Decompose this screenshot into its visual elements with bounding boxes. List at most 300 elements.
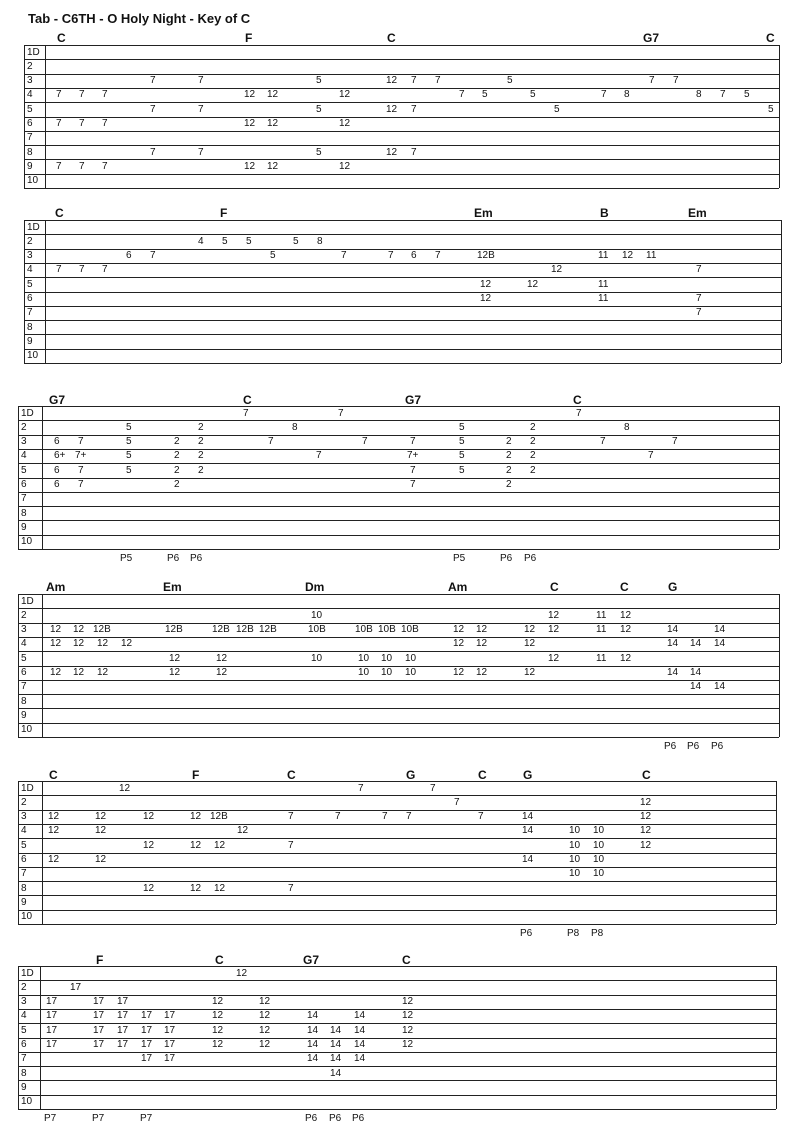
tab-string-line <box>18 1066 776 1067</box>
tab-string-line <box>18 492 779 493</box>
fret-number: 7 <box>696 264 702 276</box>
string-label: 7 <box>21 493 27 505</box>
fret-number: 7 <box>338 407 344 419</box>
fret-number: 7 <box>388 250 394 262</box>
string-label: 4 <box>21 1010 27 1022</box>
tab-string-line <box>18 723 779 724</box>
fret-number: 14 <box>354 1053 366 1065</box>
string-label: 6 <box>21 1039 27 1050</box>
fret-number: 12 <box>143 811 155 823</box>
string-label: 5 <box>21 464 27 476</box>
fret-number: 17 <box>164 1039 176 1050</box>
fret-number: 8 <box>624 89 630 101</box>
fret-number: 5 <box>744 89 750 101</box>
tab-string-line <box>18 924 776 925</box>
fret-number: 12 <box>48 825 60 837</box>
fret-number: 11 <box>596 624 607 636</box>
tab-border <box>42 781 43 924</box>
tab-string-line <box>18 623 779 624</box>
tab-border <box>45 45 46 188</box>
fret-number: 17 <box>141 1053 153 1065</box>
fret-number: 17 <box>164 1010 176 1022</box>
fret-number: 7 <box>198 75 204 87</box>
fret-number: 12B <box>212 624 230 636</box>
tab-border <box>781 220 782 363</box>
fret-number: 7 <box>288 811 294 823</box>
fret-number: 5 <box>222 235 228 247</box>
fret-number: 2 <box>506 450 512 462</box>
fret-number: 6 <box>411 250 417 262</box>
fret-number: 5 <box>554 103 560 115</box>
fret-number: 12 <box>640 796 652 808</box>
position-marker: P7 <box>140 1113 153 1124</box>
fret-number: 5 <box>507 75 513 87</box>
tab-string-line <box>24 277 781 278</box>
fret-number: 14 <box>354 1039 366 1050</box>
fret-number: 14 <box>667 638 679 650</box>
fret-number: 5 <box>246 235 252 247</box>
fret-number: 12 <box>143 882 155 894</box>
fret-number: 5 <box>270 250 276 262</box>
tab-string-line <box>18 966 776 967</box>
position-marker: P6 <box>329 1113 342 1124</box>
fret-number: 11 <box>598 293 609 304</box>
tab-string-line <box>24 349 781 350</box>
fret-number: 14 <box>667 624 679 636</box>
chord-name: C <box>550 580 559 594</box>
fret-number: 10B <box>308 624 326 636</box>
fret-number: 5 <box>316 103 322 115</box>
fret-number: 8 <box>292 421 298 433</box>
fret-number: 12 <box>216 667 228 678</box>
fret-number: 12 <box>524 638 536 650</box>
fret-number: 10 <box>593 839 605 851</box>
fret-number: 7 <box>150 250 156 262</box>
string-label: 9 <box>21 709 27 721</box>
fret-number: 6 <box>126 250 132 262</box>
position-marker: P6 <box>305 1113 318 1124</box>
tab-string-line <box>18 506 779 507</box>
position-marker: P6 <box>524 553 537 564</box>
tab-border <box>24 45 25 188</box>
fret-number: 5 <box>459 436 465 448</box>
string-label: 8 <box>21 695 27 707</box>
fret-number: 8 <box>624 421 630 433</box>
fret-number: 12 <box>119 782 131 794</box>
chord-name: G7 <box>49 393 66 407</box>
tab-string-line <box>18 737 779 738</box>
fret-number: 7 <box>243 407 249 419</box>
tab-string-line <box>18 895 776 896</box>
fret-number: 10 <box>569 854 581 865</box>
fret-number: 11 <box>596 652 607 664</box>
chord-name: Am <box>46 580 66 594</box>
chord-name: G <box>406 768 416 782</box>
fret-number: 14 <box>354 1010 366 1022</box>
fret-number: 8 <box>696 89 702 101</box>
chord-name: C <box>57 31 66 45</box>
string-label: 6 <box>27 293 33 304</box>
fret-number: 10 <box>593 854 605 865</box>
fret-number: 5 <box>768 103 774 115</box>
tab-string-line <box>18 853 776 854</box>
fret-number: 10 <box>358 667 370 678</box>
fret-number: 10 <box>381 667 393 678</box>
fret-number: 12 <box>244 118 256 129</box>
tab-string-line <box>18 651 779 652</box>
chord-name: F <box>192 768 200 782</box>
tab-string-line <box>24 117 779 118</box>
string-label: 2 <box>21 796 27 808</box>
tab-string-line <box>18 1080 776 1081</box>
string-label: 2 <box>21 609 27 621</box>
fret-number: 12 <box>143 839 155 851</box>
fret-number: 11 <box>596 609 607 621</box>
tab-string-line <box>18 1023 776 1024</box>
fret-number: 10 <box>569 825 581 837</box>
fret-number: 8 <box>317 235 323 247</box>
position-marker: P6 <box>711 741 724 752</box>
tab-string-line <box>18 1052 776 1053</box>
string-label: 10 <box>21 911 33 923</box>
string-label: 3 <box>21 996 27 1008</box>
fret-number: 5 <box>293 235 299 247</box>
fret-number: 12 <box>548 609 560 621</box>
chord-name: C <box>642 768 651 782</box>
fret-number: 7 <box>459 89 465 101</box>
tab-string-line <box>18 867 776 868</box>
position-marker: P5 <box>453 553 466 564</box>
fret-number: 12 <box>121 638 133 650</box>
fret-number: 12B <box>210 811 228 823</box>
chord-name: G7 <box>643 31 660 45</box>
fret-number: 12 <box>50 638 62 650</box>
fret-number: 12B <box>93 624 111 636</box>
string-label: 5 <box>21 839 27 851</box>
string-label: 8 <box>21 1067 27 1079</box>
fret-number: 7 <box>288 839 294 851</box>
fret-number: 17 <box>93 996 105 1008</box>
fret-number: 14 <box>330 1067 342 1079</box>
fret-number: 14 <box>690 681 702 693</box>
position-marker: P6 <box>190 553 203 564</box>
position-marker: P6 <box>520 928 533 939</box>
string-label: 8 <box>21 882 27 894</box>
fret-number: 7 <box>410 479 416 490</box>
fret-number: 12 <box>50 624 62 636</box>
fret-number: 10 <box>405 652 417 664</box>
fret-number: 10 <box>569 839 581 851</box>
fret-number: 12 <box>339 160 351 172</box>
tab-border <box>24 220 25 363</box>
string-label: 10 <box>27 175 39 187</box>
fret-number: 12 <box>73 667 85 678</box>
fret-number: 12 <box>97 667 109 678</box>
tab-border <box>18 966 19 1109</box>
fret-number: 5 <box>316 75 322 87</box>
fret-number: 7 <box>56 89 62 101</box>
string-label: 8 <box>27 321 33 333</box>
fret-number: 7 <box>411 75 417 87</box>
fret-number: 2 <box>198 450 204 462</box>
fret-number: 12 <box>236 967 248 979</box>
fret-number: 12 <box>95 811 107 823</box>
fret-number: 14 <box>307 1010 319 1022</box>
fret-number: 14 <box>714 624 726 636</box>
tab-string-line <box>18 810 776 811</box>
fret-number: 10B <box>401 624 419 636</box>
fret-number: 14 <box>330 1039 342 1050</box>
fret-number: 12 <box>386 75 398 87</box>
fret-number: 14 <box>714 638 726 650</box>
string-label: 1D <box>21 782 34 794</box>
fret-number: 12 <box>259 1039 271 1050</box>
fret-number: 5 <box>126 421 132 433</box>
fret-number: 7 <box>79 118 85 129</box>
fret-number: 7 <box>56 264 62 276</box>
chord-name: C <box>387 31 396 45</box>
fret-number: 17 <box>46 1010 58 1022</box>
tab-border <box>18 594 19 737</box>
string-label: 4 <box>21 825 27 837</box>
fret-number: 14 <box>690 638 702 650</box>
string-label: 2 <box>27 235 33 247</box>
tab-string-line <box>24 306 781 307</box>
string-label: 7 <box>21 681 27 693</box>
fret-number: 7 <box>720 89 726 101</box>
string-label: 5 <box>21 1024 27 1036</box>
tab-string-line <box>24 292 781 293</box>
fret-number: 12 <box>453 624 465 636</box>
fret-number: 12 <box>339 89 351 101</box>
fret-number: 12 <box>50 667 62 678</box>
fret-number: 12 <box>216 652 228 664</box>
chord-name: B <box>600 206 609 220</box>
string-label: 5 <box>27 103 33 115</box>
fret-number: 12 <box>259 1024 271 1036</box>
fret-number: 10 <box>311 652 323 664</box>
fret-number: 7 <box>102 89 108 101</box>
fret-number: 5 <box>530 89 536 101</box>
tab-string-line <box>24 334 781 335</box>
tab-string-line <box>18 694 779 695</box>
tab-string-line <box>24 188 779 189</box>
fret-number: 12 <box>212 1024 224 1036</box>
fret-number: 7 <box>358 782 364 794</box>
fret-number: 12 <box>73 624 85 636</box>
tab-string-line <box>18 838 776 839</box>
fret-number: 12 <box>548 624 560 636</box>
tab-string-line <box>18 535 779 536</box>
fret-number: 5 <box>126 464 132 476</box>
string-label: 3 <box>27 250 33 262</box>
tab-string-line <box>18 420 779 421</box>
position-marker: P6 <box>664 741 677 752</box>
fret-number: 12 <box>214 839 226 851</box>
fret-number: 2 <box>174 464 180 476</box>
fret-number: 7 <box>79 264 85 276</box>
fret-number: 2 <box>174 479 180 490</box>
fret-number: 14 <box>330 1053 342 1065</box>
fret-number: 14 <box>307 1053 319 1065</box>
chord-name: G7 <box>303 953 320 967</box>
fret-number: 12 <box>244 89 256 101</box>
tab-border <box>45 220 46 363</box>
fret-number: 6 <box>54 436 60 448</box>
fret-number: 12 <box>620 652 632 664</box>
fret-number: 12 <box>169 652 181 664</box>
fret-number: 17 <box>70 981 82 993</box>
fret-number: 7 <box>601 89 607 101</box>
fret-number: 12 <box>73 638 85 650</box>
fret-number: 7 <box>288 882 294 894</box>
chord-name: C <box>766 31 775 45</box>
fret-number: 10 <box>405 667 417 678</box>
position-marker: P6 <box>167 553 180 564</box>
fret-number: 12 <box>214 882 226 894</box>
tab-border <box>42 406 43 549</box>
fret-number: 7 <box>430 782 436 794</box>
fret-number: 7 <box>406 811 412 823</box>
fret-number: 7 <box>576 407 582 419</box>
string-label: 3 <box>21 436 27 448</box>
fret-number: 12 <box>267 118 279 129</box>
fret-number: 12 <box>640 825 652 837</box>
fret-number: 7 <box>362 436 368 448</box>
fret-number: 17 <box>117 1039 129 1050</box>
fret-number: 12 <box>48 854 60 865</box>
chord-name: C <box>478 768 487 782</box>
fret-number: 12 <box>267 160 279 172</box>
fret-number: 17 <box>46 1039 58 1050</box>
fret-number: 12 <box>453 667 465 678</box>
chord-name: G <box>523 768 533 782</box>
fret-number: 12 <box>620 624 632 636</box>
fret-number: 14 <box>667 667 679 678</box>
string-label: 4 <box>27 264 33 276</box>
fret-number: 5 <box>459 450 465 462</box>
fret-number: 7 <box>268 436 274 448</box>
string-label: 10 <box>21 1096 33 1108</box>
fret-number: 10 <box>311 609 323 621</box>
fret-number: 7 <box>435 250 441 262</box>
fret-number: 12 <box>402 1024 414 1036</box>
chord-name: C <box>287 768 296 782</box>
fret-number: 7 <box>410 464 416 476</box>
fret-number: 7 <box>649 75 655 87</box>
fret-number: 7 <box>411 103 417 115</box>
tab-string-line <box>18 1038 776 1039</box>
string-label: 10 <box>21 536 33 548</box>
string-label: 6 <box>21 854 27 865</box>
tab-string-line <box>18 594 779 595</box>
fret-number: 12 <box>97 638 109 650</box>
tab-string-line <box>24 220 781 221</box>
fret-number: 12 <box>190 811 202 823</box>
fret-number: 7 <box>150 75 156 87</box>
tab-string-line <box>18 995 776 996</box>
fret-number: 7 <box>648 450 654 462</box>
chord-name: G <box>668 580 678 594</box>
fret-number: 12 <box>480 293 492 304</box>
fret-number: 12 <box>527 278 539 290</box>
tab-border <box>40 966 41 1109</box>
chord-name: F <box>245 31 253 45</box>
fret-number: 12 <box>551 264 563 276</box>
tab-string-line <box>18 435 779 436</box>
fret-number: 7 <box>672 436 678 448</box>
fret-number: 12 <box>480 278 492 290</box>
fret-number: 7 <box>198 103 204 115</box>
string-label: 10 <box>21 724 33 736</box>
fret-number: 11 <box>598 278 609 290</box>
fret-number: 6 <box>54 464 60 476</box>
fret-number: 12 <box>453 638 465 650</box>
string-label: 5 <box>21 652 27 664</box>
tab-string-line <box>18 549 779 550</box>
tab-string-line <box>18 680 779 681</box>
tab-string-line <box>24 88 779 89</box>
fret-number: 17 <box>141 1024 153 1036</box>
string-label: 10 <box>27 350 39 362</box>
tab-border <box>776 966 777 1109</box>
fret-number: 12 <box>169 667 181 678</box>
fret-number: 17 <box>117 996 129 1008</box>
fret-number: 7 <box>198 146 204 158</box>
fret-number: 7 <box>150 103 156 115</box>
tab-string-line <box>24 102 779 103</box>
tab-string-line <box>24 174 779 175</box>
fret-number: 10 <box>593 868 605 880</box>
string-label: 3 <box>21 811 27 823</box>
tab-string-line <box>18 910 776 911</box>
fret-number: 12 <box>476 638 488 650</box>
fret-number: 7 <box>78 464 84 476</box>
tab-border <box>779 406 780 549</box>
fret-number: 2 <box>198 464 204 476</box>
fret-number: 7+ <box>407 450 419 462</box>
fret-number: 12 <box>524 667 536 678</box>
fret-number: 12B <box>236 624 254 636</box>
fret-number: 7 <box>78 436 84 448</box>
chord-name: Em <box>163 580 182 594</box>
string-label: 6 <box>21 479 27 490</box>
tab-string-line <box>18 449 779 450</box>
fret-number: 2 <box>506 479 512 490</box>
tab-border <box>776 781 777 924</box>
string-label: 4 <box>21 450 27 462</box>
fret-number: 7 <box>79 89 85 101</box>
tab-string-line <box>18 824 776 825</box>
fret-number: 12 <box>476 624 488 636</box>
fret-number: 12 <box>386 146 398 158</box>
fret-number: 7 <box>410 436 416 448</box>
tab-string-line <box>18 520 779 521</box>
fret-number: 2 <box>198 436 204 448</box>
position-marker: P8 <box>591 928 604 939</box>
fret-number: 17 <box>93 1024 105 1036</box>
string-label: 9 <box>21 521 27 533</box>
fret-number: 12 <box>48 811 60 823</box>
string-label: 7 <box>21 868 27 880</box>
position-marker: P6 <box>500 553 513 564</box>
fret-number: 7 <box>478 811 484 823</box>
fret-number: 12 <box>620 609 632 621</box>
fret-number: 2 <box>530 436 536 448</box>
position-marker: P7 <box>92 1113 105 1124</box>
tab-string-line <box>18 1109 776 1110</box>
string-label: 8 <box>27 146 33 158</box>
